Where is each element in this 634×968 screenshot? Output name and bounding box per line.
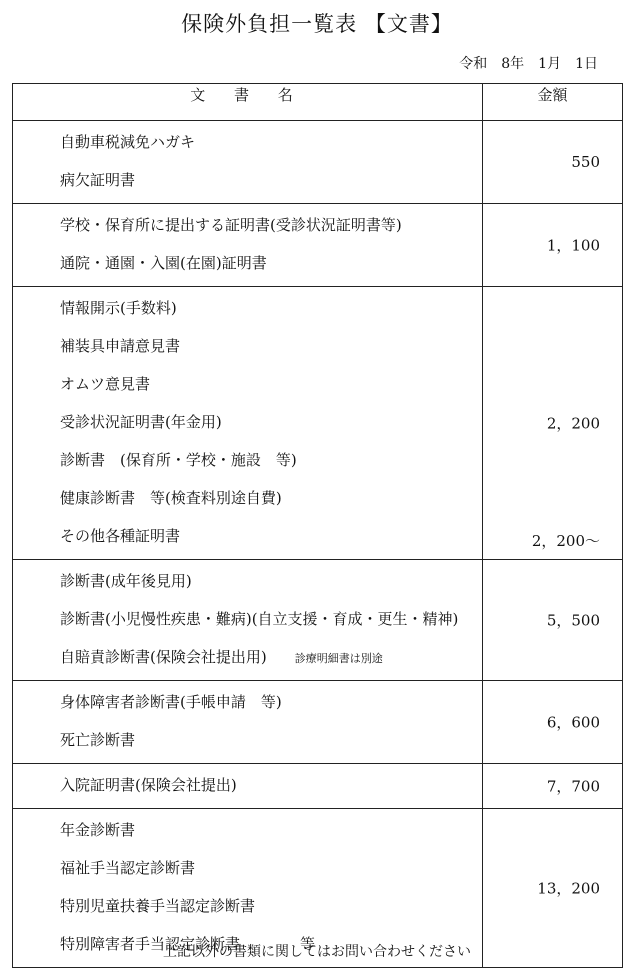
document-item (60, 127, 482, 165)
document-item-label: 診断書 (保育所・学校・施設 等) (60, 451, 297, 469)
document-item (60, 483, 482, 521)
document-list-cell (13, 681, 483, 764)
document-item-label: 入院証明書(保険会社提出) (60, 776, 237, 794)
amount-value-extra: 2，200～ (531, 532, 600, 550)
fee-group-row (13, 287, 623, 560)
amount-value: 13，200 (537, 879, 600, 898)
amount-value: 5，500 (546, 611, 600, 630)
header-document-name: 文 書 名 (13, 84, 483, 121)
amount-value: 1，100 (546, 236, 600, 255)
fee-group-row (13, 121, 623, 204)
document-item-note: 診療明細書は別途 (294, 652, 383, 665)
document-item-label: 診断書(小児慢性疾患・難病)(自立支援・育成・更生・精神) (60, 610, 459, 628)
document-item-label: 学校・保育所に提出する証明書(受診状況証明書等) (60, 216, 402, 234)
header-amount: 金額 (483, 84, 623, 121)
document-item (60, 687, 482, 725)
document-item (60, 770, 482, 808)
document-item (60, 566, 482, 604)
document-item (60, 369, 482, 407)
document-item (60, 521, 482, 559)
fee-table (12, 83, 623, 968)
document-item (60, 331, 482, 369)
document-item-label: 年金診断書 (60, 821, 136, 839)
document-item (60, 815, 482, 853)
document-item (60, 210, 482, 248)
fee-group-row (13, 764, 623, 809)
amount-cell (483, 560, 623, 681)
amount-cell (483, 764, 623, 809)
fee-group-row (13, 560, 623, 681)
document-item (60, 165, 482, 203)
amount-cell (483, 121, 623, 204)
fee-group-row (13, 204, 623, 287)
document-list-cell (13, 764, 483, 809)
document-item (60, 891, 482, 929)
document-item-label: 特別障害者手当認定診断書 等 (60, 935, 316, 953)
document-item-label: 福祉手当認定診断書 (60, 859, 196, 877)
document-item-label: 特別児童扶養手当認定診断書 (60, 897, 256, 915)
amount-value: 550 (571, 153, 600, 171)
document-item-label: 死亡診断書 (60, 731, 136, 749)
document-item-label: 自動車税減免ハガキ (60, 133, 196, 151)
document-item-label: オムツ意見書 (60, 375, 151, 393)
document-item-label: 身体障害者診断書(手帳申請 等) (60, 693, 282, 711)
document-item-label: 診断書(成年後見用) (60, 572, 192, 590)
document-item (60, 293, 482, 331)
document-item (60, 248, 482, 286)
amount-cell (483, 681, 623, 764)
document-item-label: その他各種証明書 (60, 527, 181, 545)
document-item-label: 健康診断書 等(検査料別途自費) (60, 489, 282, 507)
amount-value: 2，200 (546, 414, 600, 433)
footer-note: 上記以外の書類に関してはお問い合わせください (163, 944, 471, 960)
document-item (60, 445, 482, 483)
document-item (60, 407, 482, 445)
amount-cell (483, 287, 623, 560)
amount-value: 6，600 (546, 713, 600, 732)
document-list-cell (13, 121, 483, 204)
document-list-cell (13, 204, 483, 287)
header-row (13, 84, 623, 121)
document-list-cell (13, 560, 483, 681)
document-item-label: 病欠証明書 (60, 171, 136, 189)
document-item-label: 自賠責診断書(保険会社提出用) (60, 648, 267, 666)
document-item (60, 725, 482, 763)
document-item-label: 補装具申請意見書 (60, 337, 181, 355)
amount-value: 7，700 (546, 777, 600, 796)
document-item (60, 642, 482, 680)
document-item (60, 853, 482, 891)
fee-group-row (13, 681, 623, 764)
document-item-label: 情報開示(手数料) (60, 299, 177, 317)
document-item-label: 受診状況証明書(年金用) (60, 413, 222, 431)
amount-cell (483, 204, 623, 287)
document-item-label: 通院・通園・入園(在園)証明書 (60, 254, 267, 272)
document-item (60, 604, 482, 642)
fee-groups (13, 121, 623, 968)
document-list-cell (13, 287, 483, 560)
page-title: 保険外負担一覧表 【文書】 (181, 12, 453, 36)
issue-date: 令和 8年 1月 1日 (459, 56, 598, 72)
